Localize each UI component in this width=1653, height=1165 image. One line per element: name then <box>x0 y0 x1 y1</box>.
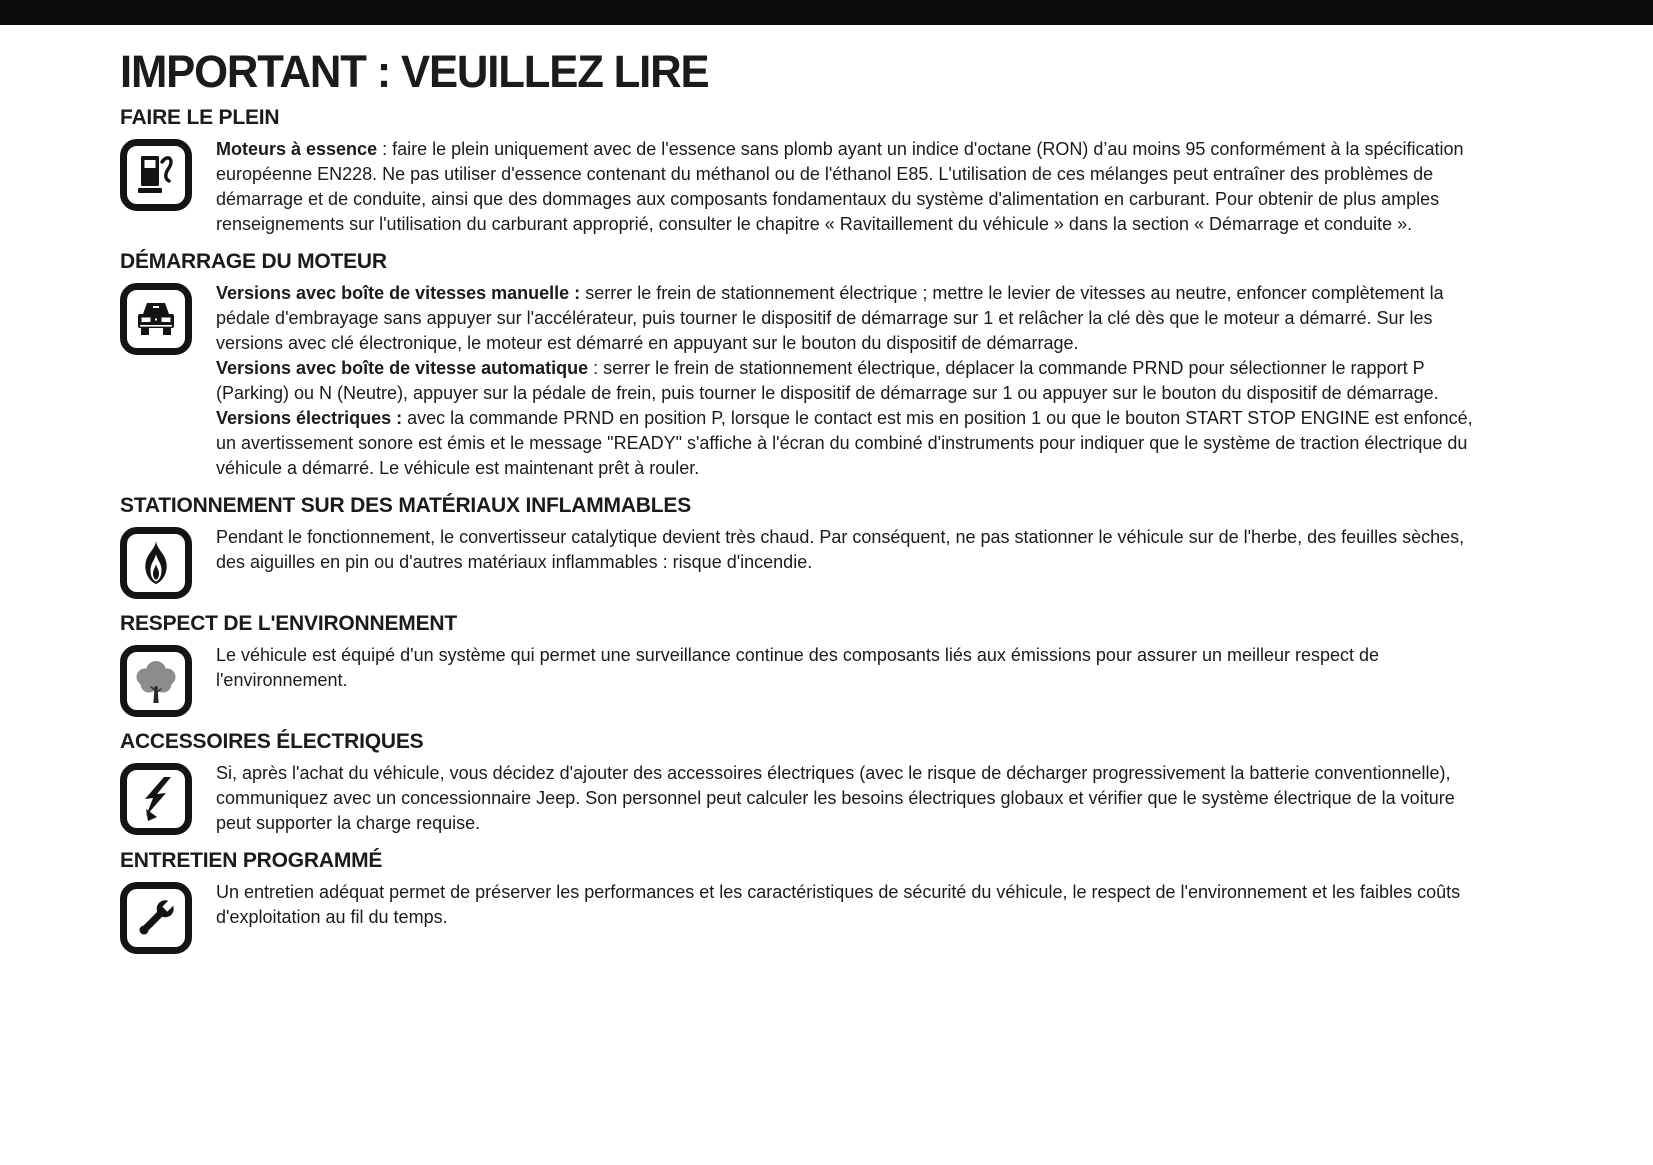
paragraph-text: serrer le frein de stationnement électrique ; mettre le levier de vitesses au neutre, enfoncer complètement la pédale d'embrayage sans appuyer sur l'accélérateur, puis tourner le dispositif de démarrage sur 1 et relâcher la clé dès que le moteur a démarré. Sur les versions avec clé électronique, le moteur est démarré en appuyant sur le bouton du dispositif de démarrage. <box>216 283 1444 353</box>
paragraph-text: Pendant le fonctionnement, le convertisseur catalytique devient très chaud. Par conséquent, ne pas stationner le véhicule sur de l'herbe, des feuilles sèches, des aiguilles en pin ou d'autres matériaux inflammables : risque d'incendie. <box>216 527 1465 572</box>
section-heading: RESPECT DE L'ENVIRONNEMENT <box>120 612 457 635</box>
section-entretien-programme <box>120 849 1495 954</box>
section-heading: STATIONNEMENT SUR DES MATÉRIAUX INFLAMMABLES <box>120 494 692 517</box>
paragraph-text: Le véhicule est équipé d'un système qui permet une surveillance continue des composants liés aux émissions pour assurer un meilleur respect de l'environnement. <box>216 645 1380 690</box>
tree-icon <box>120 645 192 717</box>
section-body <box>216 761 1491 836</box>
section-body <box>216 643 1491 693</box>
section-heading: DÉMARRAGE DU MOTEUR <box>120 250 387 273</box>
section-body <box>216 525 1491 575</box>
paragraph-text: : faire le plein uniquement avec de l'essence sans plomb ayant un indice d'octane (RON) d’au moins 95 conformément à la spécification européenne EN228. Ne pas utiliser d'essence contenant du méthanol ou de l'éthanol E85. L'utilisation de ces mélanges peut entraîner des problèmes de démarrage et de conduite, ainsi que des dommages aux composants fondamentaux du système d'alimentation en carburant. Pour obtenir de plus amples renseignements sur l'utilisation du carburant approprié, consulter le chapitre « Ravitaillement du véhicule » dans la section « Démarrage et conduite ». <box>216 139 1464 234</box>
paragraph-lead: Versions avec boîte de vitesse automatique <box>216 358 589 378</box>
manual-page <box>0 25 1653 954</box>
section-heading: FAIRE LE PLEIN <box>120 106 280 129</box>
section-demarrage-du-moteur <box>120 250 1495 481</box>
paragraph <box>216 761 1491 836</box>
wrench-icon <box>120 882 192 954</box>
paragraph <box>216 525 1491 575</box>
section-body <box>216 137 1491 237</box>
paragraph-text: : serrer le frein de stationnement électrique, déplacer la commande PRND pour sélectionner le rapport P (Parking) ou N (Neutre), appuyer sur la pédale de frein, puis tourner le dispositif de démarrage sur 1 ou appuyer sur le bouton du dispositif de démarrage. <box>216 358 1439 403</box>
car-icon <box>120 283 192 355</box>
lightning-bolt-icon <box>120 763 192 835</box>
fuel-pump-icon <box>120 139 192 211</box>
paragraph-lead: Versions avec boîte de vitesses manuelle : <box>216 283 581 303</box>
section-heading: ENTRETIEN PROGRAMMÉ <box>120 849 383 872</box>
paragraph <box>216 356 1491 406</box>
paragraph <box>216 643 1491 693</box>
paragraph-text: Un entretien adéquat permet de préserver les performances et les caractéristiques de sécurité du véhicule, le respect de l'environnement et les faibles coûts d'exploitation au fil du temps. <box>216 882 1461 927</box>
paragraph-text: Si, après l'achat du véhicule, vous décidez d'ajouter des accessoires électriques (avec le risque de décharger progressivement la batterie conventionnelle), communiquez avec un concessionnaire Jeep. Son personnel peut calculer les besoins électriques globaux et vérifier que le système électrique de la voiture peut supporter la charge requise. <box>216 763 1455 833</box>
paragraph <box>216 406 1491 481</box>
paragraph-lead: Moteurs à essence <box>216 139 378 159</box>
flame-icon <box>120 527 192 599</box>
section-body <box>216 281 1491 481</box>
paragraph <box>216 880 1491 930</box>
paragraph <box>216 281 1491 356</box>
section-heading: ACCESSOIRES ÉLECTRIQUES <box>120 730 424 753</box>
paragraph <box>216 137 1491 237</box>
paragraph-text: avec la commande PRND en position P, lorsque le contact est mis en position 1 ou que le bouton START STOP ENGINE est enfoncé, un avertissement sonore est émis et le message "READY" s'affiche à l'écran du combiné d'instruments pour indiquer que le système de traction électrique du véhicule a démarré. Le véhicule est maintenant prêt à rouler. <box>216 408 1473 478</box>
section-faire-le-plein <box>120 106 1495 237</box>
section-respect-environnement <box>120 612 1495 717</box>
section-stationnement-materiaux-inflammables <box>120 494 1495 599</box>
top-bar <box>0 0 1653 25</box>
paragraph-lead: Versions électriques : <box>216 408 403 428</box>
page-title: IMPORTANT : VEUILLEZ LIRE <box>120 46 709 97</box>
section-accessoires-electriques <box>120 730 1495 836</box>
section-body <box>216 880 1491 930</box>
